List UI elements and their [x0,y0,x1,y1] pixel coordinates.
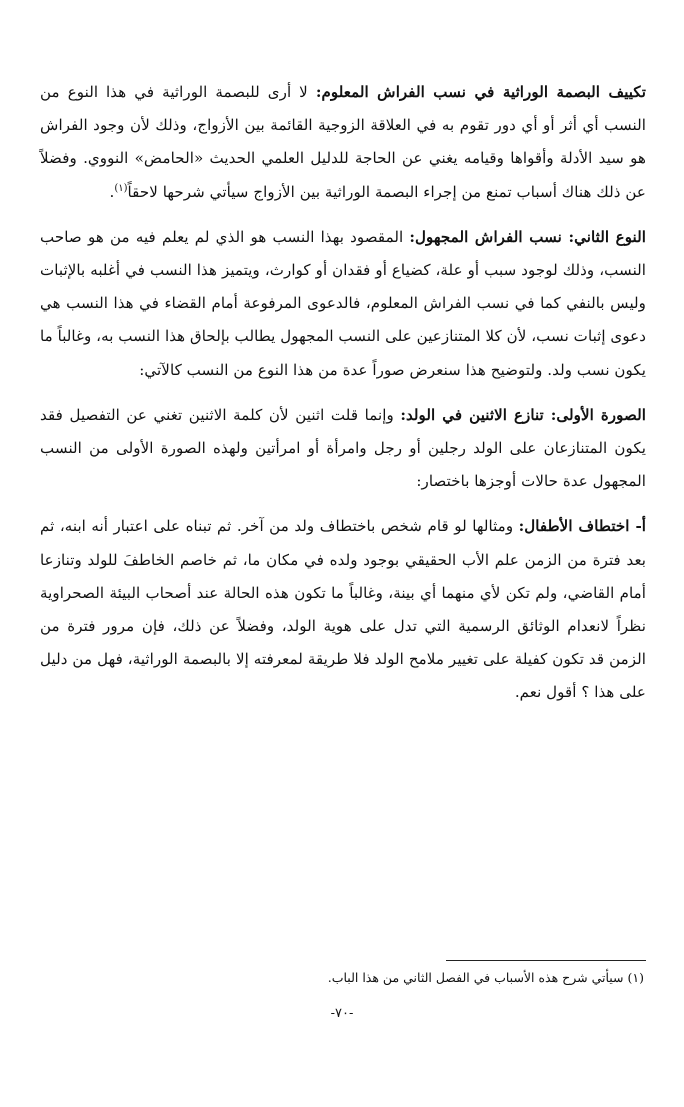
paragraph-text: المقصود بهذا النسب هو الذي لم يعلم فيه من هو صاحب النسب، وذلك لوجود سبب أو علة، كضياع أو فقدان أو كوارث، ويتميز هذا النسب في أغلبه بالإثبات وليس بالنفي كما في نسب الفراش المعلوم، فالدعوى المرفوعة أمام القضاء في هذا النسب هي دعوى إثبات نسب، لأن كلا المتنازعين على النسب المجهول يطالب بإلحاق هذا النسب به، وغالباً ما يكون نسب ولد. ولتوضيح هذا سنعرض صوراً عدة من هذا النوع من النسب كالآتي: [40,227,646,379]
paragraph-second-type [40,221,646,387]
footnote-reference[interactable]: (١) [114,182,128,194]
paragraph-first-form [40,399,646,499]
footnote: (١) سيأتي شرح هذه الأسباب في الفصل الثاني من هذا الباب. [327,970,644,985]
paragraph-heading: الصورة الأولى: تنازع الاثنين في الولد: [400,405,647,424]
page-body [40,76,646,722]
paragraph-heading: أ- اختطاف الأطفال: [518,517,646,536]
paragraph-end: . [109,182,115,201]
paragraph-text: ومثالها لو قام شخص باختطاف ولد من آخر. ثم تبناه على اعتبار أنه ابنه، ثم بعد فترة من الزمن علم الأب الحقيقي بوجود ولده في مكان ما، ثم خاصم الخاطفَ للولد وتنازعا أمام القاضي، ولم تكن لأي منهما أي بينة، وغالباً ما تكون هذه الحالة عند أصحاب البيئة الصحراوية نظراً لانعدام الوثائق الرسمية التي تدل على هوية الولد، وفضلاً عن ذلك، فإن مرور فترة من الزمن قد تكون كفيلة على تغيير ملامح الولد فلا طريقة لمعرفته إلا بالبصمة الوراثية، فهل من دليل على هذا ؟ أقول نعم. [40,517,646,702]
page-number: -٧٠- [330,1006,354,1021]
footnote-divider [446,960,646,961]
paragraph-child-abduction [40,510,646,709]
paragraph-heading: تكييف البصمة الوراثية في نسب الفراش المعلوم: [315,83,646,101]
paragraph-text: وإنما قلت اثنين لأن كلمة الاثنين تغني عن التفصيل فقد يكون المتنازعان على الولد رجلين أو رجل وامرأة أو امرأتين ولهذه الصورة الأولى من النسب المجهول عدة حالات أوجزها باختصار: [40,405,646,491]
paragraph-heading: النوع الثاني: نسب الفراش المجهول: [409,227,646,246]
paragraph-inheritance-known-bed [40,76,646,209]
paragraph-text: لا أرى للبصمة الوراثية في هذا النوع من النسب أي أثر أو أي دور تقوم به في العلاقة الزوجية القائمة بين الأزواج، وذلك لأن وجود الفراش هو سيد الأدلة وأقواها وقيامه يغني عن الحاجة للدليل العلمي الحديث «الحامض» النووي. وفضلاً عن ذلك هناك أسباب تمنع من إجراء البصمة الوراثية بين الأزواج سيأتي شرحها لاحقاً [40,83,646,201]
